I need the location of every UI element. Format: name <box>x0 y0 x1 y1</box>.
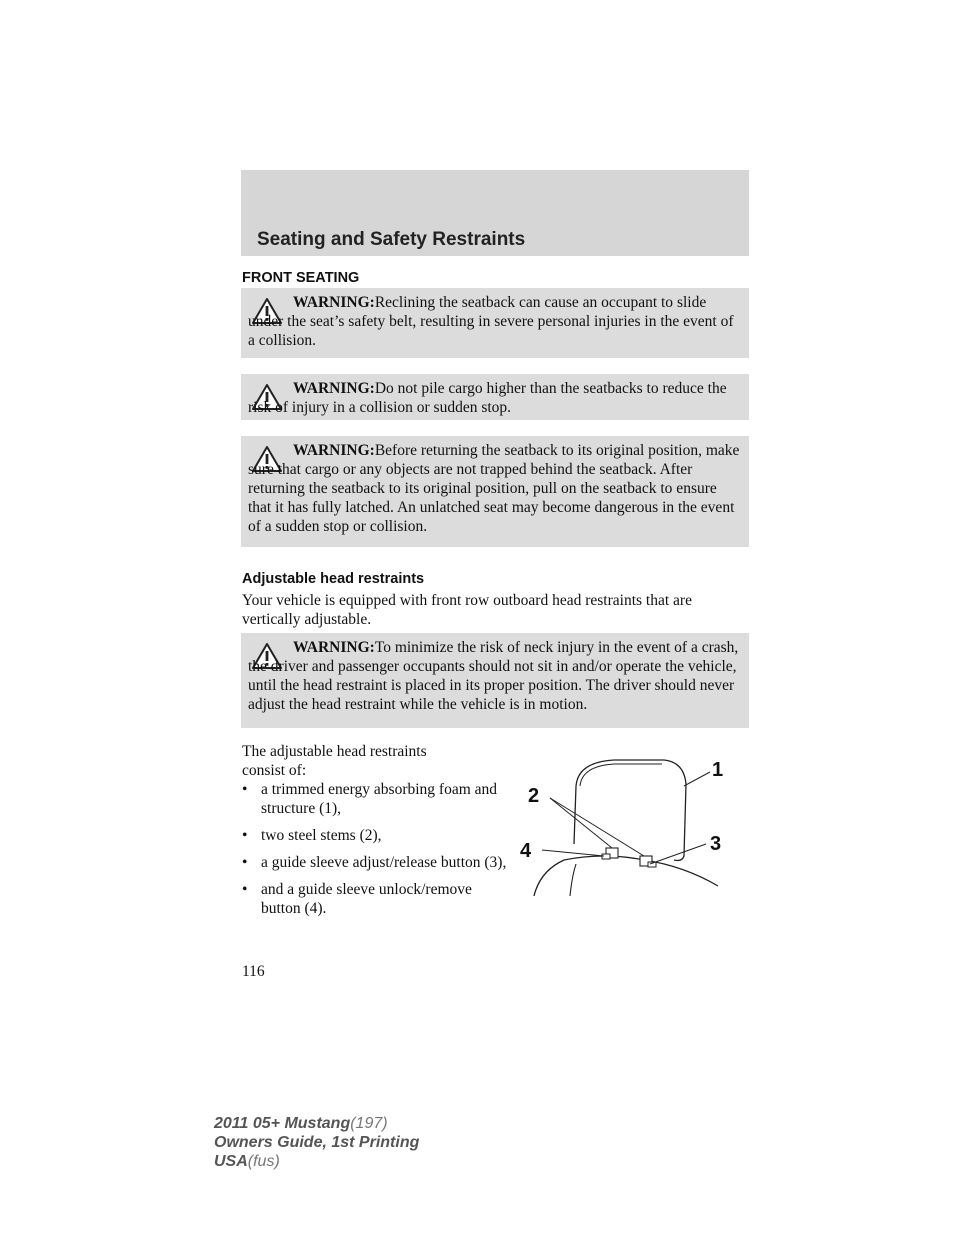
cushion-outline <box>574 760 686 861</box>
print-footer: 2011 05+ Mustang(197) Owners Guide, 1st Printing USA(fus) <box>214 1115 420 1170</box>
page-number: 116 <box>242 963 265 980</box>
list-item: • two steel stems (2), <box>242 827 382 844</box>
subsection-title: Adjustable head restraints <box>242 571 425 587</box>
callout-1-leader <box>684 772 710 786</box>
list-item: • a guide sleeve adjust/release button (3), <box>242 854 507 871</box>
list-item: • a trimmed energy absorbing foam and structure (1), <box>242 781 498 817</box>
seatback-outline <box>534 856 718 896</box>
warning-box-4 <box>241 633 749 728</box>
list-item: • and a guide sleeve unlock/remove button (4). <box>242 881 472 917</box>
seatback-seam <box>570 864 576 896</box>
warning-text: WARNING:Reclining the seatback can cause an occupant to slide under the seat’s safety belt, resulting in severe personal injuries in the event of a collision. <box>248 294 734 349</box>
unlock-button <box>602 854 610 859</box>
callout-2: 2 <box>528 785 540 807</box>
callout-4: 4 <box>520 840 532 862</box>
callout-2-leader-b <box>550 798 644 856</box>
callout-2-leader-a <box>550 798 612 848</box>
intro-paragraph: Your vehicle is equipped with front row outboard head restraints that are vertically adjustable. <box>242 592 692 628</box>
warning-text: WARNING:Do not pile cargo higher than the seatbacks to reduce the risk of injury in a collision or sudden stop. <box>248 380 727 416</box>
callout-1: 1 <box>712 759 724 781</box>
chapter-title: Seating and Safety Restraints <box>257 229 526 250</box>
callout-3: 3 <box>710 833 722 855</box>
warning-box-1 <box>241 288 749 358</box>
cushion-inner-line <box>580 764 662 786</box>
callout-4-leader <box>542 850 604 856</box>
warning-text: WARNING:Before returning the seatback to its original position, make sure that cargo or any objects are not trapped behind the seatback. After returning the seatback to its original position, pull on the seatback to ensure that it has fully latched. An unlatched seat may become dangerous in the event of a sudden stop or collision. <box>248 442 740 535</box>
warning-box-3 <box>241 436 749 547</box>
component-list <box>242 780 512 926</box>
warning-box-2 <box>241 374 749 420</box>
section-title: FRONT SEATING <box>242 270 360 286</box>
head-restraint-illustration <box>514 756 744 896</box>
consist-paragraph: The adjustable head restraints consist of: <box>242 743 427 779</box>
warning-text: WARNING:To minimize the risk of neck injury in the event of a crash, the driver and passenger occupants should not sit in and/or operate the vehicle, until the head restraint is placed in its proper position. The driver should never adjust the head restraint while the vehicle is in motion. <box>248 639 739 713</box>
